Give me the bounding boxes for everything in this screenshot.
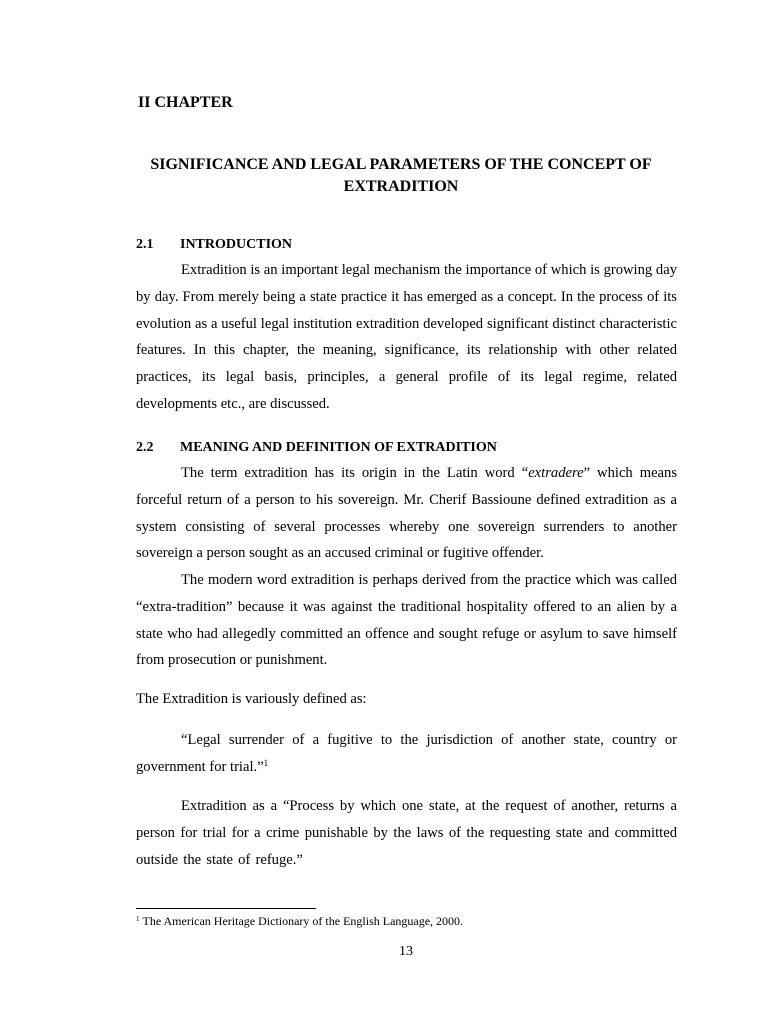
section-number: 2.1 — [136, 237, 154, 252]
section-heading-2-1 — [136, 237, 292, 253]
page-number: 13 — [399, 944, 413, 959]
etymology-text: The term extradition has its origin in the Latin word “ — [181, 465, 529, 481]
section-number: 2.2 — [136, 440, 154, 455]
footnote-text: The American Heritage Dictionary of the English Language, 2000. — [142, 914, 464, 928]
section-heading-2-2 — [136, 440, 497, 456]
footnote-divider — [136, 908, 316, 909]
footnote-number: 1 — [136, 915, 140, 923]
modern-word-paragraph: The modern word extradition is perhaps derived from the practice which was called “extra-tradition” because it was against the traditional hospitality offered to an alien by a state who had allegedly committed an offence and sought refuge or asylum to save himself from prosecution or punishment. — [136, 572, 677, 669]
footnote — [136, 914, 463, 929]
section-title: MEANING AND DEFINITION OF EXTRADITION — [180, 440, 497, 455]
chapter-title: SIGNIFICANCE AND LEGAL PARAMETERS OF THE CONCEPT OF EXTRADITION — [150, 156, 652, 195]
latin-term: extradere — [528, 465, 584, 481]
etymology-paragraph — [136, 460, 677, 567]
definitions-intro: The Extradition is variously defined as: — [136, 691, 367, 707]
section-title: INTRODUCTION — [180, 237, 293, 252]
quote-text: “Legal surrender of a fugitive to the jurisdiction of another state, country or government for trial.” — [136, 732, 677, 775]
definition-quote-1 — [136, 727, 677, 781]
intro-paragraph: Extradition is an important legal mechanism the importance of which is growing day by day. From merely being a state practice it has emerged as a concept. In the process of its evolution as a useful legal institution extradition developed significant distinct characteristic features. In this chapter, the meaning, significance, its relationship with other related practices, its legal basis, principles, a general profile of its legal regime, related developments etc., are discussed. — [136, 262, 677, 412]
etymology-text-continued: ” which means forceful return of a person to his sovereign. Mr. Cherif Bassioune defined extradition as a system consisting of several processes whereby one sovereign surrenders to another sovereign a person sought as an accused criminal or fugitive offender. — [136, 465, 678, 562]
definition-quote-2: Extradition as a “Process by which one state, at the request of another, returns a person for trial for a crime punishable by the laws of the requesting state and committed outside the state of refuge.” — [136, 798, 677, 868]
chapter-label: II CHAPTER — [138, 94, 233, 111]
footnote-reference: 1 — [263, 757, 269, 768]
